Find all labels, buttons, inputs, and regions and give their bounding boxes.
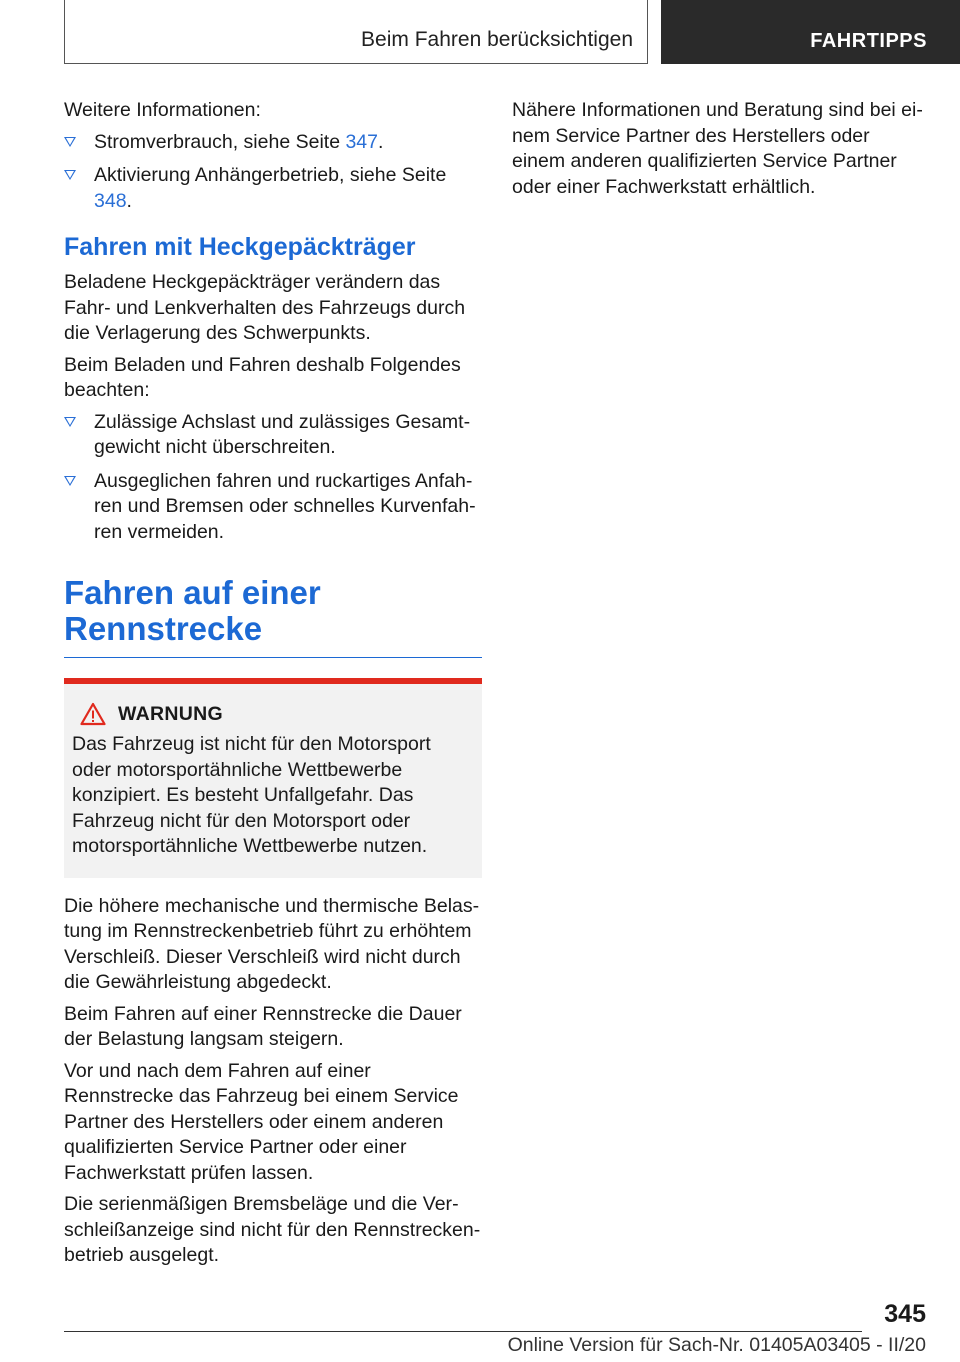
page-link[interactable]: 347: [345, 130, 378, 153]
header-chapter-title: FAHRTIPPS: [810, 30, 927, 52]
paragraph: Beim Fahren auf einer Rennstrecke die Dauer der Belastung langsam steigern.: [64, 1002, 462, 1050]
list-item: Ausgeglichen fahren und ruckartiges Anfahren und Bremsen oder schnelles Kurvenfahren vermeiden.: [64, 469, 482, 546]
bullet-triangle-icon: [64, 137, 76, 147]
paragraph: Beladene Heckgepäckträger verändern das Fahr- und Lenkverhalten des Fahrzeugs durch die Verlagerung des Schwerpunkts.: [64, 271, 466, 344]
page-link[interactable]: 348: [94, 189, 127, 212]
list-item: Aktivierung Anhängerbetrieb, siehe Seite 348.: [64, 163, 482, 214]
footer-version: Online Version für Sach-Nr. 01405A03405 - II/20: [507, 1334, 926, 1356]
section-title: Fahren mit Heckgepäckträger: [64, 233, 416, 261]
info-list: [64, 130, 482, 215]
list-item: Stromverbrauch, siehe Seite 347.: [64, 130, 482, 156]
paragraph: Nähere Informationen und Beratung sind bei einem Service Partner des Herstellers oder einem anderen qualifizierten Service Partner oder einer Fachwerkstatt erhältlich.: [512, 99, 923, 198]
right-column: [512, 98, 924, 206]
bullet-triangle-icon: [64, 476, 76, 486]
header-section-title: Beim Fahren berücksichtigen: [361, 28, 633, 51]
list-item: Zulässige Achslast und zulässiges Gesamtgewicht nicht überschreiten.: [64, 410, 482, 461]
warning-triangle-icon: [80, 702, 106, 726]
footer-divider: [64, 1331, 862, 1332]
paragraph: Vor und nach dem Fahren auf einer Rennstrecke das Fahrzeug bei einem Service Partner des Herstellers oder einem anderen qualifizierten Service Partner oder einer Fachwerkstatt prüfen lassen.: [64, 1059, 459, 1184]
paragraph: Beim Beladen und Fahren deshalb Folgendes beachten:: [64, 353, 461, 401]
left-column: [64, 98, 482, 1275]
header-chapter-tab: [661, 0, 960, 64]
header-section-box: [64, 0, 648, 64]
warning-text: Das Fahrzeug ist nicht für den Motorsport oder motorsportähnliche Wettbewerbe konzipiert. Es besteht Unfallgefahr. Das Fahrzeug nicht für den Motorsport oder motorsportähnliche Wettbewerbe nutzen.: [72, 733, 431, 857]
page-number: 345: [884, 1300, 926, 1328]
warning-box: [64, 678, 482, 878]
rules-list: [64, 410, 482, 546]
chapter-title: Fahren auf einer Rennstrecke: [64, 574, 321, 647]
info-intro: Weitere Informationen:: [64, 99, 261, 121]
bullet-triangle-icon: [64, 417, 76, 427]
warning-title: WARNUNG: [118, 702, 224, 725]
warning-header: [72, 702, 474, 726]
bullet-triangle-icon: [64, 170, 76, 180]
paragraph: Die höhere mechanische und thermische Belastung im Rennstreckenbetrieb führt zu erhöhtem Verschleiß. Dieser Verschleiß wird nicht durch die Gewährleistung abgedeckt.: [64, 894, 480, 993]
paragraph: Die serienmäßigen Bremsbeläge und die Verschleißanzeige sind nicht für den Rennstreckenbetrieb ausgelegt.: [64, 1193, 481, 1266]
chapter-divider: [64, 657, 482, 658]
